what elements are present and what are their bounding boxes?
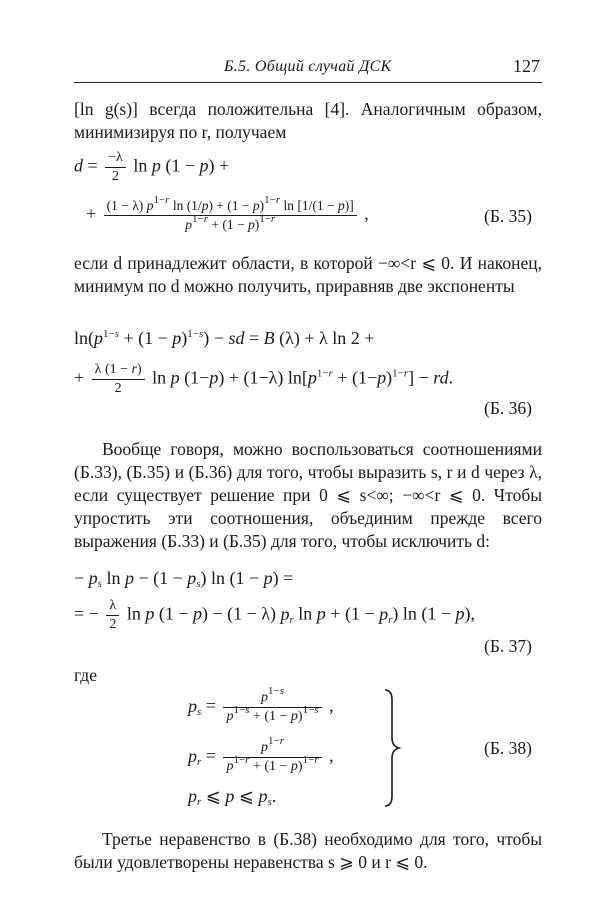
paragraph-5: Третье неравенство в (Б.38) необходимо для того, чтобы были удовлетворены неравенства s ⩾ 0 и r ⩽ 0. [74,829,542,872]
equation-b38-line-1: $p_s$ = $\frac{p^{1-s}}{p^{1-s} + (1 - p)^{1-s}}$ , [188,685,334,724]
equation-number-b37: (Б. 37) [484,636,532,656]
equation-b38-line-2: $p_r$ = $\frac{p^{1-r}}{p^{1-r} + (1 - p)^{1-r}}$ , [188,735,334,774]
equation-b36-line-2: + $\frac{\lambda (1 - r)}{2}$ ln p (1−p) + (1−λ) $\ln[p^{1-r} + (1-p)^{1-r}]$ − rd. [74,362,454,396]
equation-number-b38: (Б. 38) [484,738,532,758]
equation-b36-line-1: $\ln(p^{1-s} + (1 - p)^{1-s})$ − sd = B (λ) + λ ln 2 + [74,328,375,348]
paragraph-3: Вообще говоря, можно воспользоваться соотношениями (Б.33), (Б.35) и (Б.36) для того, чтобы выразить s, r и d через λ, если существует решение при 0 ⩽ s<∞; −∞<r ⩽ 0. Чтобы упростить эти соотношения, объединим прежде всего выражения (Б.33) и (Б.35) для того, чтобы исключить d: [74,439,542,551]
equation-b35-line-2: + $\frac{(1 - \lambda) p^{1-r} \ln (1/p) + (1 - p)^{1-r} \ln [1/(1 - p)]}{p^{1-r} + (1 - p)^{1-r}}$ , [86,194,369,232]
page-header [74,56,542,83]
running-title: Б.5. Общий случай ДСК [224,58,392,75]
paragraph-1: [ln g(s)] всегда положительна [4]. Аналогичным образом, минимизируя по r, получаем [74,99,542,142]
equation-b35-line-1: d = $\frac{-\lambda}{2}$ ln p (1 − p) + [74,150,230,184]
equation-number-b35: (Б. 35) [484,206,532,226]
paragraph-4: где [74,665,97,685]
equation-b37-line-2: = − $\frac{\lambda}{2}$ ln p (1 − p) − (1 − λ) $p_r$ $\ln p + (1 - p_r)$ ln (1 − p), [74,598,476,632]
page-number: 127 [513,56,540,76]
equation-b38-line-3: $p_r$ ⩽ p ⩽ $p_s$. [188,786,277,808]
paragraph-2: если d принадлежит области, в которой −∞<r ⩽ 0. И наконец, минимум по d можно получить, приравняв две экспоненты [74,253,542,296]
equation-b37-line-1: − $p_s$ $\ln p - (1 - p_s)$ ln (1 − p) = [74,568,294,590]
right-brace [382,688,404,808]
equation-number-b36: (Б. 36) [484,398,532,418]
